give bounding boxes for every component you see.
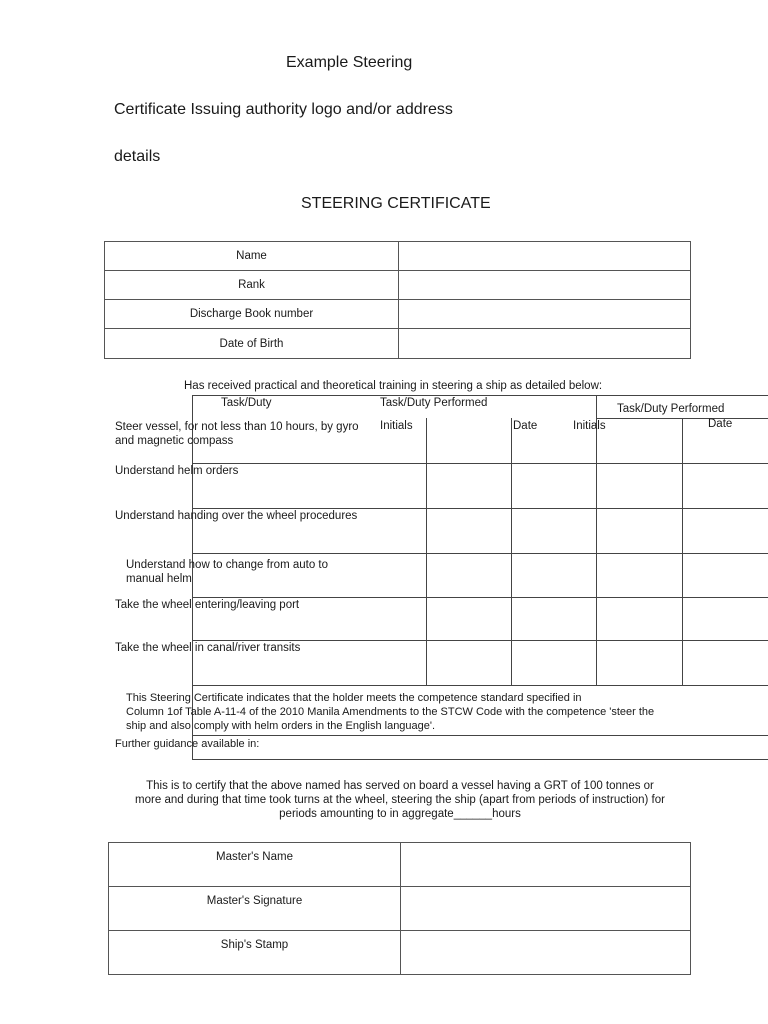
name-label: Name xyxy=(105,242,399,271)
task-row-helm-orders: Understand helm orders xyxy=(115,465,239,477)
rank-field[interactable] xyxy=(399,271,691,300)
header-initials-2: Initials xyxy=(573,420,606,432)
header-date-1: Date xyxy=(513,420,538,432)
date-of-birth-label: Date of Birth xyxy=(105,329,399,359)
ships-stamp-label: Ship's Stamp xyxy=(109,931,401,975)
task-row-auto-manual: Understand how to change from auto to manual helm xyxy=(126,559,329,585)
page-title: Example Steering xyxy=(286,54,413,71)
discharge-book-field[interactable] xyxy=(399,300,691,329)
certificate-title: STEERING CERTIFICATE xyxy=(301,195,491,212)
training-intro: Has received practical and theoretical training in steering a ship as detailed below: xyxy=(184,380,603,392)
issuing-authority-line: Certificate Issuing authority logo and/or address xyxy=(114,101,453,118)
header-date-2: Date xyxy=(708,418,733,430)
header-task-duty: Task/Duty xyxy=(221,397,272,409)
rank-label: Rank xyxy=(105,271,399,300)
masters-signature-field[interactable] xyxy=(401,887,691,931)
header-performed-1: Task/Duty Performed xyxy=(380,397,488,409)
masters-signature-label: Master's Signature xyxy=(109,887,401,931)
discharge-book-label: Discharge Book number xyxy=(105,300,399,329)
task-row-canal: Take the wheel in canal/river transits xyxy=(115,642,301,654)
header-initials-1: Initials xyxy=(380,420,413,432)
date-of-birth-field[interactable] xyxy=(399,329,691,359)
master-details-table xyxy=(108,842,691,975)
issuing-authority-details: details xyxy=(114,148,161,165)
certification-statement: This is to certify that the above named has served on board a vessel having a GRT of 100 tonnes or more and during that time took turns at the wheel, steering the ship (apart from periods of instruction) for periods amounting to in aggregate______hours xyxy=(135,780,665,820)
task-row-port: Take the wheel entering/leaving port xyxy=(115,599,300,611)
masters-name-label: Master's Name xyxy=(109,843,401,887)
name-field[interactable] xyxy=(399,242,691,271)
competence-statement: This Steering Certificate indicates that the holder meets the competence standard specified in Column 1of Table A-11-4 of the 2010 Manila Amendments to the STCW Code with the competence 'steer the ship and also comply with helm orders in the English language'. xyxy=(126,692,655,732)
task-row-gyro: Steer vessel, for not less than 10 hours, by gyro and magnetic compass xyxy=(115,421,359,447)
masters-name-field[interactable] xyxy=(401,843,691,887)
further-guidance: Further guidance available in: xyxy=(115,738,260,750)
personal-details-table xyxy=(104,241,691,359)
task-row-handover: Understand handing over the wheel procedures xyxy=(115,510,358,522)
header-performed-2: Task/Duty Performed xyxy=(617,403,725,415)
ships-stamp-field[interactable] xyxy=(401,931,691,975)
